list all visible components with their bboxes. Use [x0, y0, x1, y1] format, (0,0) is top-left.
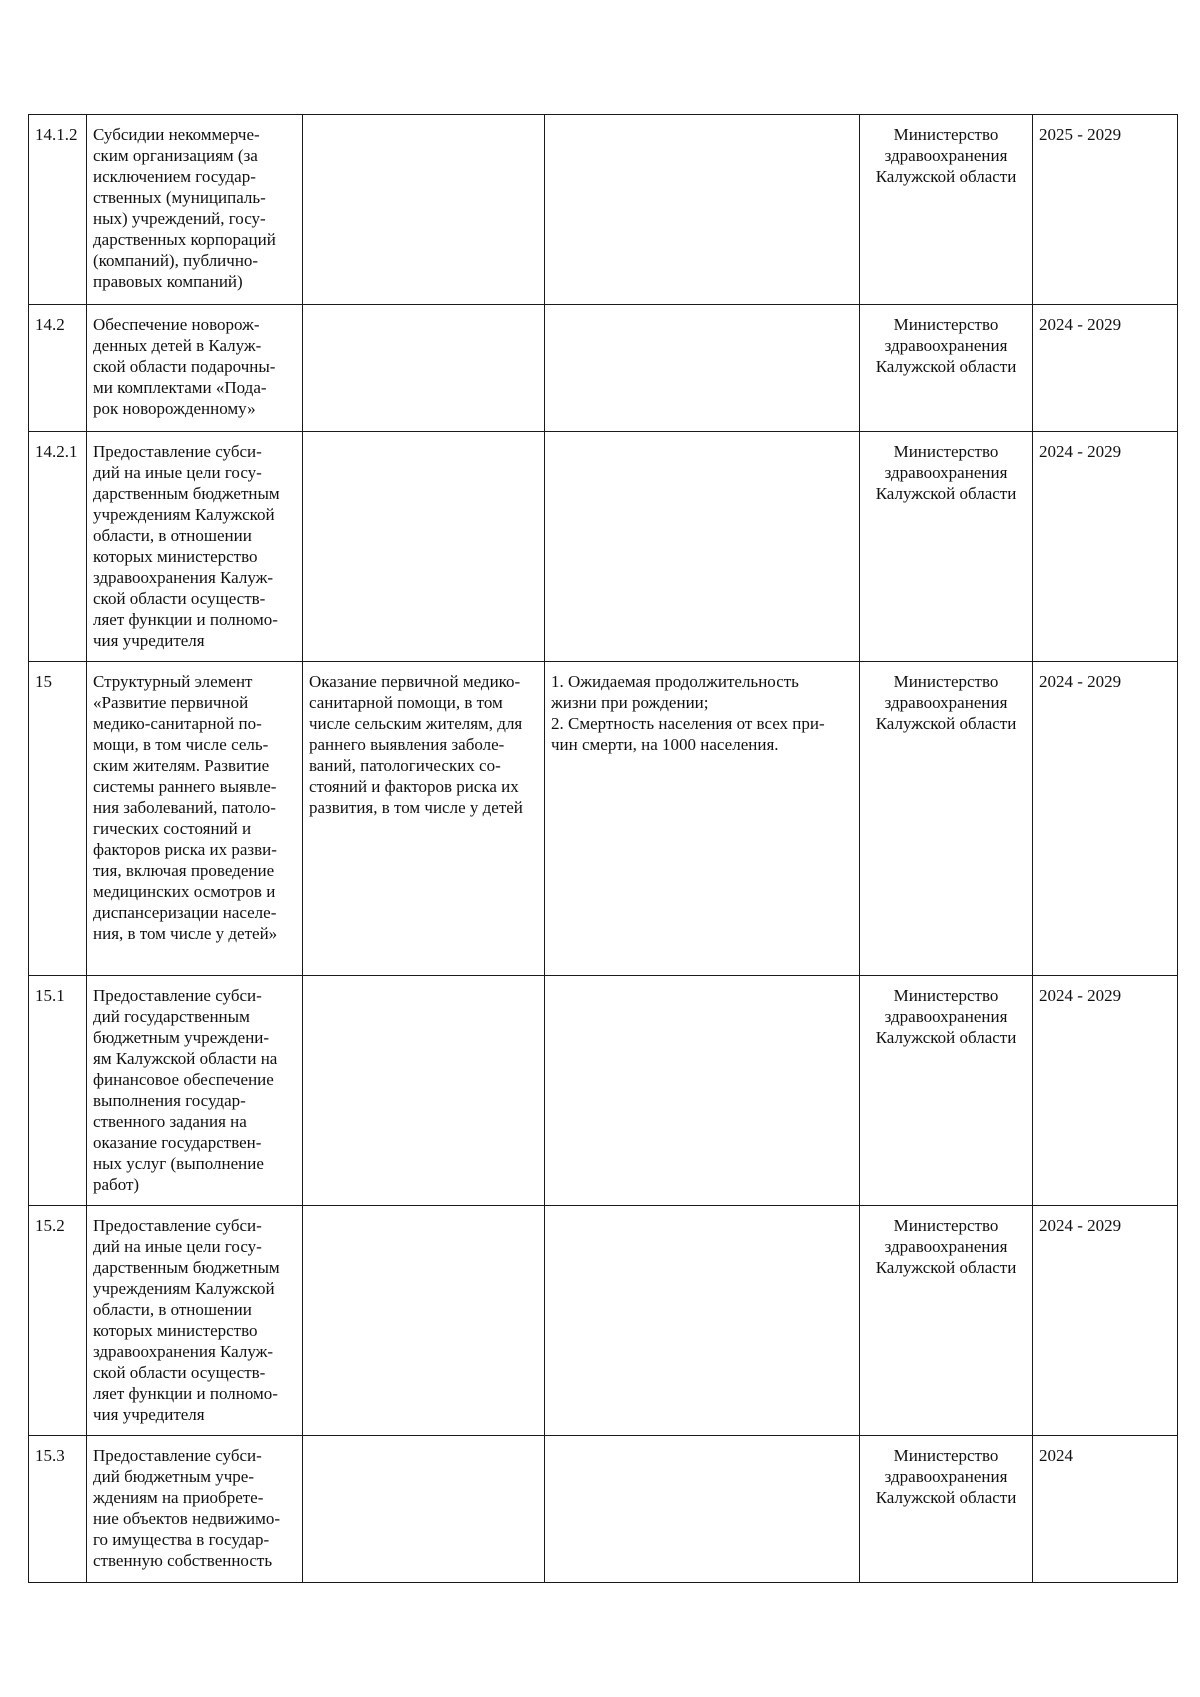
implementation-period: 2024 - 2029: [1033, 432, 1178, 662]
row-number: 14.1.2: [29, 115, 87, 305]
element-name: Субсидии некоммерче- ским организациям (за исключением государ- ственных (муниципаль- ных) учреждений, госу- дарственных корпораций (компаний), публично- правовых компаний): [87, 115, 303, 305]
table-row: [29, 662, 1178, 976]
element-name: Предоставление субси- дий на иные цели госу- дарственным бюджетным учреждениям Калужской области, в отношении которых министерство здравоохранения Калуж- ской области осуществ- ляет функции и полномо- чия учредителя: [87, 1206, 303, 1436]
indicators-cell: 1. Ожидаемая продолжительность жизни при рождении; 2. Смертность населения от всех при- чин смерти, на 1000 населения.: [545, 662, 860, 976]
task-cell: Оказание первичной медико- санитарной помощи, в том числе сельским жителям, для раннего выявления заболе- ваний, патологических со- стояний и факторов риска их развития, в том числе у детей: [303, 662, 545, 976]
responsible-executor: Министерство здравоохранения Калужской области: [860, 662, 1033, 976]
task-cell: [303, 1436, 545, 1583]
element-name: Обеспечение новорож- денных детей в Калуж- ской области подарочны- ми комплектами «Пода- рок новорожденному»: [87, 305, 303, 432]
implementation-period: 2024 - 2029: [1033, 1206, 1178, 1436]
indicators-cell: [545, 1436, 860, 1583]
task-cell: [303, 1206, 545, 1436]
indicators-cell: [545, 976, 860, 1206]
row-number: 15.3: [29, 1436, 87, 1583]
row-number: 14.2.1: [29, 432, 87, 662]
task-cell: [303, 976, 545, 1206]
responsible-executor: Министерство здравоохранения Калужской области: [860, 1436, 1033, 1583]
task-cell: [303, 432, 545, 662]
responsible-executor: Министерство здравоохранения Калужской области: [860, 305, 1033, 432]
table-row: [29, 115, 1178, 305]
indicators-cell: [545, 1206, 860, 1436]
implementation-period: 2024 - 2029: [1033, 976, 1178, 1206]
table-row: [29, 976, 1178, 1206]
table-row: [29, 305, 1178, 432]
indicators-cell: [545, 305, 860, 432]
element-name: Структурный элемент «Развитие первичной медико-санитарной по- мощи, в том числе сель- ским жителям. Развитие системы раннего выявле- ния заболеваний, патоло- гических состояний и факторов риска их разви- тия, включая проведение медицинских осмотров и диспансеризации населе- ния, в том числе у детей»: [87, 662, 303, 976]
element-name: Предоставление субси- дий государственным бюджетным учреждени- ям Калужской области на финансовое обеспечение выполнения государ- ственного задания на оказание государствен- ных услуг (выполнение работ): [87, 976, 303, 1206]
element-name: Предоставление субси- дий бюджетным учре- ждениям на приобрете- ние объектов недвижимо- го имущества в государ- ственную собственность: [87, 1436, 303, 1583]
task-cell: [303, 305, 545, 432]
indicators-cell: [545, 432, 860, 662]
table-row: [29, 1206, 1178, 1436]
row-number: 15.2: [29, 1206, 87, 1436]
responsible-executor: Министерство здравоохранения Калужской области: [860, 1206, 1033, 1436]
implementation-period: 2025 - 2029: [1033, 115, 1178, 305]
task-cell: [303, 115, 545, 305]
row-number: 15: [29, 662, 87, 976]
table-row: [29, 432, 1178, 662]
implementation-period: 2024 - 2029: [1033, 305, 1178, 432]
implementation-period: 2024 - 2029: [1033, 662, 1178, 976]
implementation-period: 2024: [1033, 1436, 1178, 1583]
responsible-executor: Министерство здравоохранения Калужской области: [860, 432, 1033, 662]
program-elements-table: [28, 114, 1178, 1583]
indicators-cell: [545, 115, 860, 305]
responsible-executor: Министерство здравоохранения Калужской области: [860, 976, 1033, 1206]
responsible-executor: Министерство здравоохранения Калужской области: [860, 115, 1033, 305]
element-name: Предоставление субси- дий на иные цели госу- дарственным бюджетным учреждениям Калужской области, в отношении которых министерство здравоохранения Калуж- ской области осуществ- ляет функции и полномо- чия учредителя: [87, 432, 303, 662]
table-row: [29, 1436, 1178, 1583]
row-number: 14.2: [29, 305, 87, 432]
row-number: 15.1: [29, 976, 87, 1206]
